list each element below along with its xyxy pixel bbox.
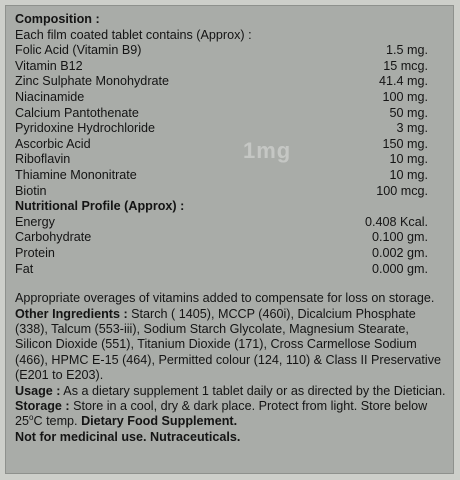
nutrition-name: Carbohydrate (15, 230, 92, 245)
dietary-supplement-note: Dietary Food Supplement. (81, 414, 238, 429)
composition-value: 10 mg. (389, 167, 428, 182)
degree-sign: o (29, 413, 34, 423)
overages-note: Appropriate overages of vitamins added to compensate for loss on storage. (15, 291, 435, 306)
storage-label: Storage : (15, 398, 70, 413)
composition-row (15, 59, 445, 75)
other-ingredients (15, 307, 447, 384)
composition-name: Thiamine Mononitrate (15, 167, 137, 182)
composition-name: Zinc Sulphate Monohydrate (15, 74, 170, 89)
nutrition-name: Energy (15, 214, 55, 229)
composition-row (15, 184, 445, 200)
composition-row (15, 137, 445, 153)
composition-row (15, 90, 445, 106)
nutrition-name: Protein (15, 245, 55, 260)
composition-row (15, 152, 445, 168)
composition-value: 150 mg. (382, 136, 428, 151)
composition-value: 41.4 mg. (378, 74, 428, 89)
composition-name: Ascorbic Acid (15, 136, 91, 151)
composition-list (15, 43, 445, 199)
composition-name: Pyridoxine Hydrochloride (15, 121, 155, 136)
composition-row (15, 121, 445, 137)
composition-name: Niacinamide (15, 89, 85, 104)
composition-row (15, 43, 445, 59)
other-ingredients-text: Starch ( 1405), MCCP (460i), Dicalcium Phosphate (338), Talcum (553-iii), Sodium Starch Glycolate, Magnesium Stearate, Silicon Dioxide (551), Titanium Dioxide (171), Cross Carmellose Sodium (466), HPMC E-15 (464), Permitted colour (124, 110) & Class II Preservative (E201 to E203). (15, 306, 442, 383)
storage-text: Store in a cool, dry & dark place. Protect from light. Store below 25 (15, 398, 428, 429)
usage (15, 384, 447, 399)
composition-heading: Composition : (15, 12, 100, 26)
composition-value: 1.5 mg. (386, 43, 428, 58)
nutrition-value: 0.002 gm. (371, 245, 428, 260)
composition-name: Calcium Pantothenate (15, 105, 139, 120)
nutrition-row (15, 262, 445, 278)
storage-text-after: C temp. (33, 414, 82, 429)
composition-row (15, 168, 445, 184)
composition-name: Folic Acid (Vitamin B9) (15, 43, 142, 58)
label-panel (5, 5, 454, 474)
nutrition-row (15, 246, 445, 262)
composition-value: 100 mg. (382, 89, 428, 104)
other-ingredients-label: Other Ingredients : (15, 306, 128, 321)
nutrition-heading: Nutritional Profile (Approx) : (15, 199, 185, 214)
usage-label: Usage : (15, 383, 61, 398)
composition-row (15, 106, 445, 122)
composition-name: Biotin (15, 183, 47, 198)
composition-name: Riboflavin (15, 152, 71, 167)
usage-text: As a dietary supplement 1 tablet daily or as directed by the Dietician. (60, 383, 446, 398)
composition-value: 50 mg. (389, 105, 428, 120)
footer-note: Not for medicinal use. Nutraceuticals. (15, 429, 241, 444)
nutrition-row (15, 215, 445, 231)
composition-value: 3 mg. (396, 121, 428, 136)
composition-row (15, 74, 445, 90)
composition-intro: Each film coated tablet contains (Approx) : (15, 27, 252, 42)
composition-value: 100 mcg. (376, 183, 428, 198)
nutrition-value: 0.408 Kcal. (364, 214, 428, 229)
nutrition-name: Fat (15, 261, 34, 276)
nutrition-value: 0.100 gm. (371, 230, 428, 245)
nutrition-row (15, 230, 445, 246)
nutrition-list (15, 215, 445, 277)
composition-value: 15 mcg. (383, 58, 428, 73)
nutrition-value: 0.000 gm. (371, 261, 428, 276)
composition-name: Vitamin B12 (15, 58, 83, 73)
watermark-logo: 1mg (243, 138, 292, 163)
storage (15, 399, 447, 430)
composition-value: 10 mg. (389, 152, 428, 167)
